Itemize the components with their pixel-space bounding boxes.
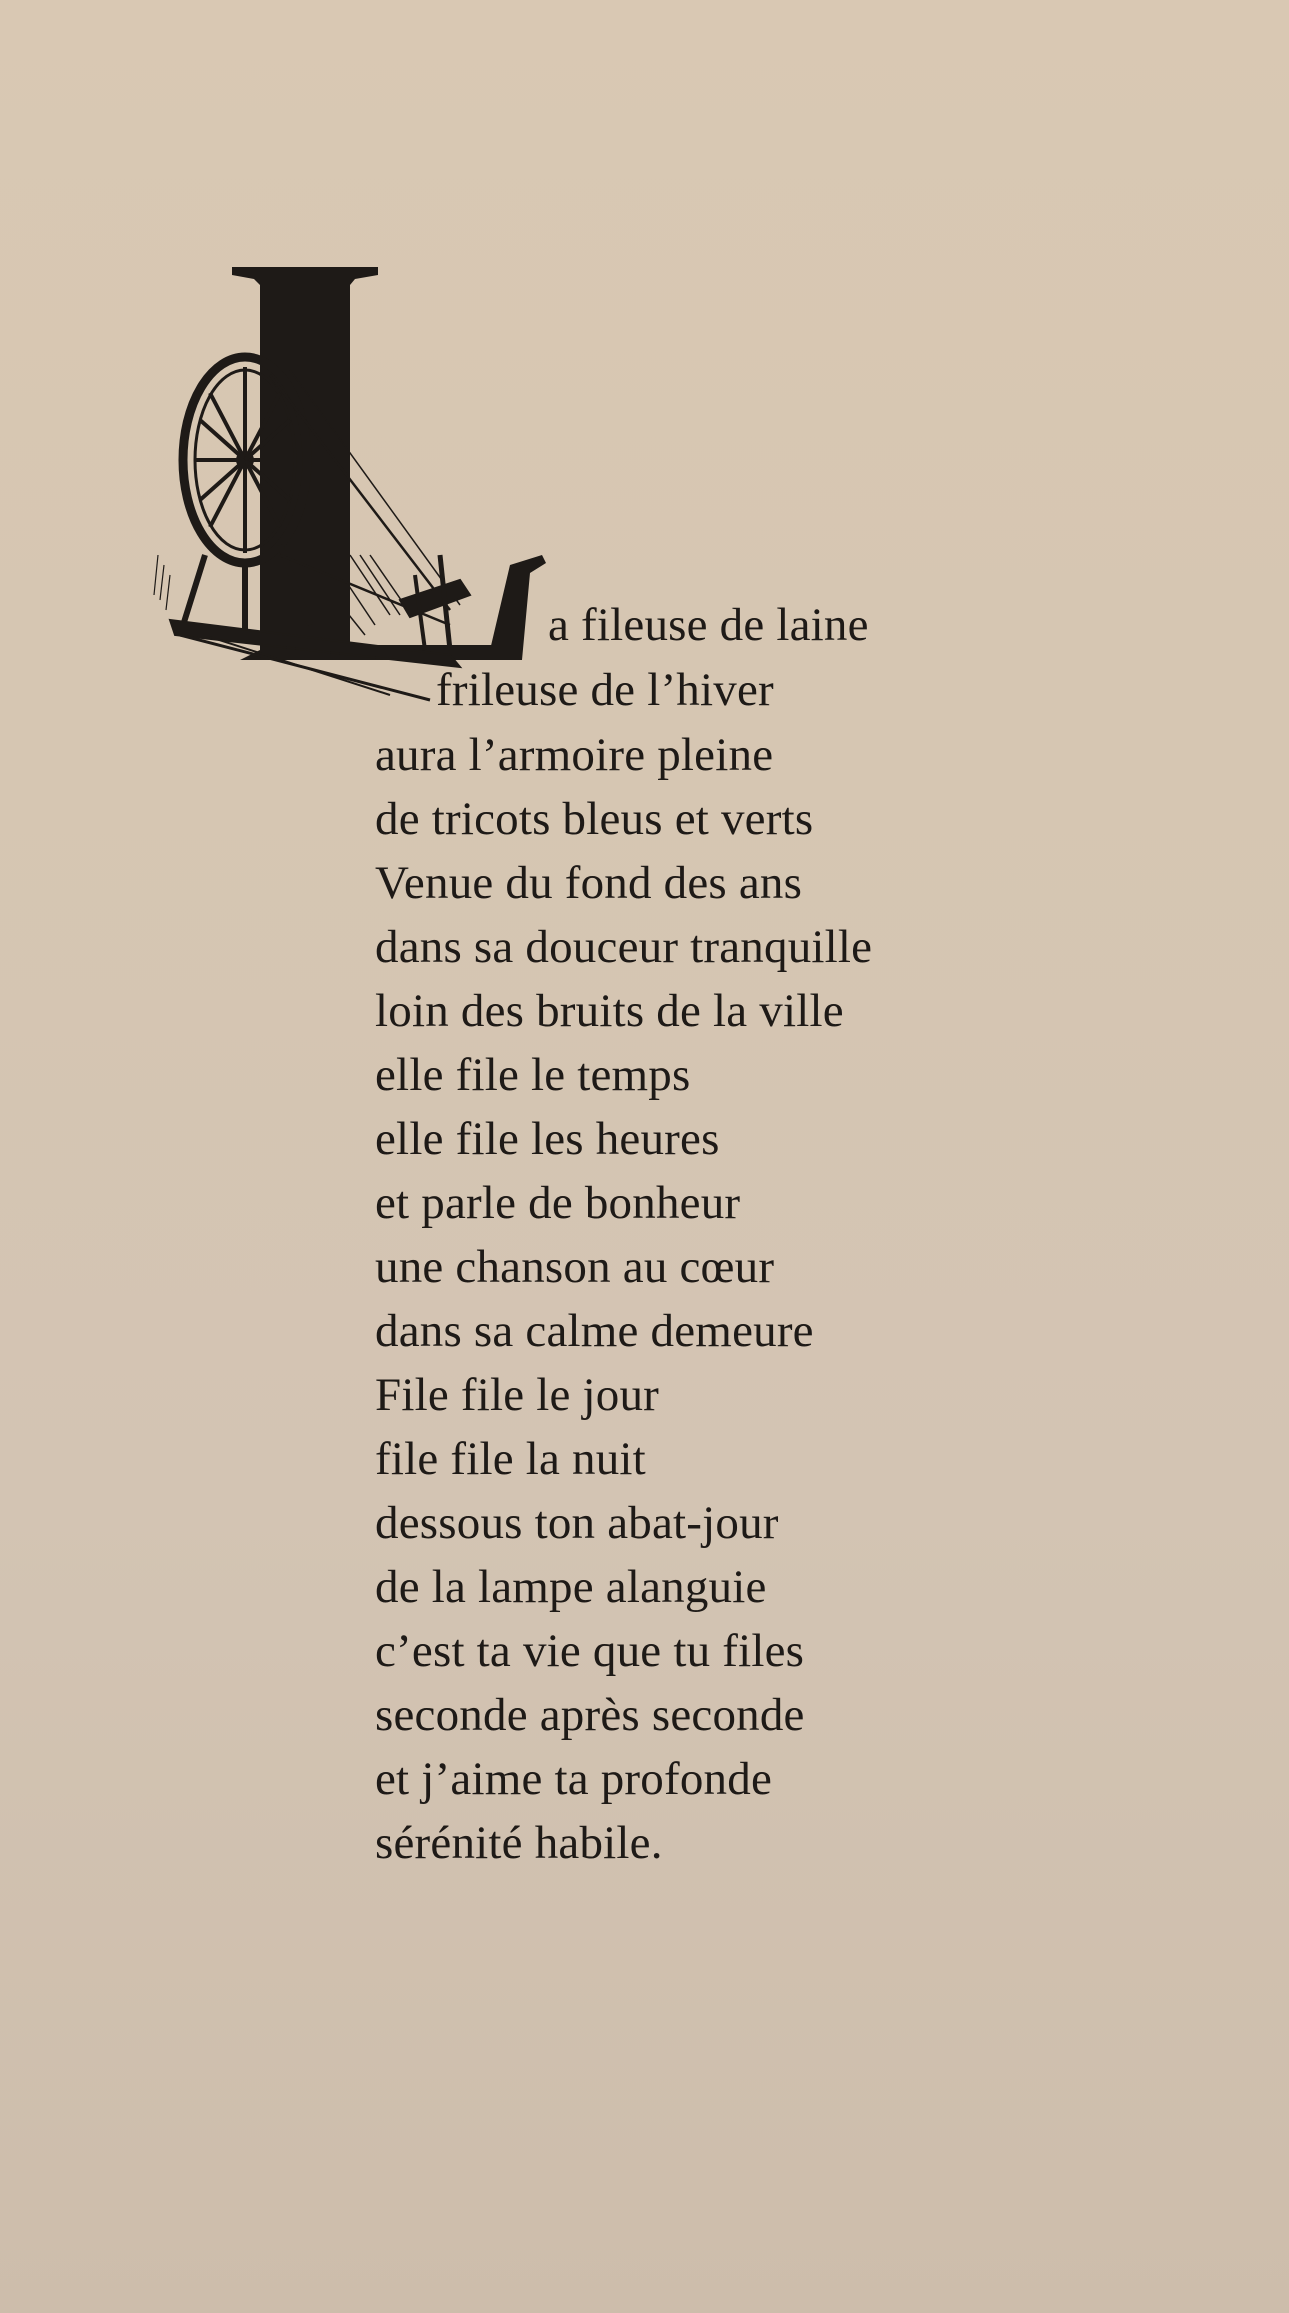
poem-line: a fileuse de laine	[548, 599, 869, 651]
poem-line: de tricots bleus et verts	[375, 793, 814, 845]
poem-line: file file la nuit	[375, 1433, 646, 1485]
poem-line: seconde après seconde	[375, 1689, 805, 1741]
poem-line: de la lampe alanguie	[375, 1561, 767, 1613]
poem-line: frileuse de l’hiver	[436, 664, 774, 716]
poem-line: File file le jour	[375, 1369, 660, 1421]
poem-line: loin des bruits de la ville	[375, 985, 844, 1037]
poem-line: Venue du fond des ans	[375, 857, 803, 909]
poem-line: sérénité habile.	[375, 1817, 663, 1869]
poem-line: dessous ton abat-jour	[375, 1497, 779, 1549]
poem-line: aura l’armoire pleine	[375, 729, 774, 781]
poem-line: une chanson au cœur	[375, 1241, 775, 1293]
poem-line: dans sa douceur tranquille	[375, 921, 873, 973]
poem-line: c’est ta vie que tu files	[375, 1625, 805, 1677]
poem-line: et parle de bonheur	[375, 1177, 741, 1229]
poem-line: elle file les heures	[375, 1113, 720, 1165]
poem-line: elle file le temps	[375, 1049, 691, 1101]
poem-line: dans sa calme demeure	[375, 1305, 814, 1357]
poem-line: et j’aime ta profonde	[375, 1753, 772, 1805]
